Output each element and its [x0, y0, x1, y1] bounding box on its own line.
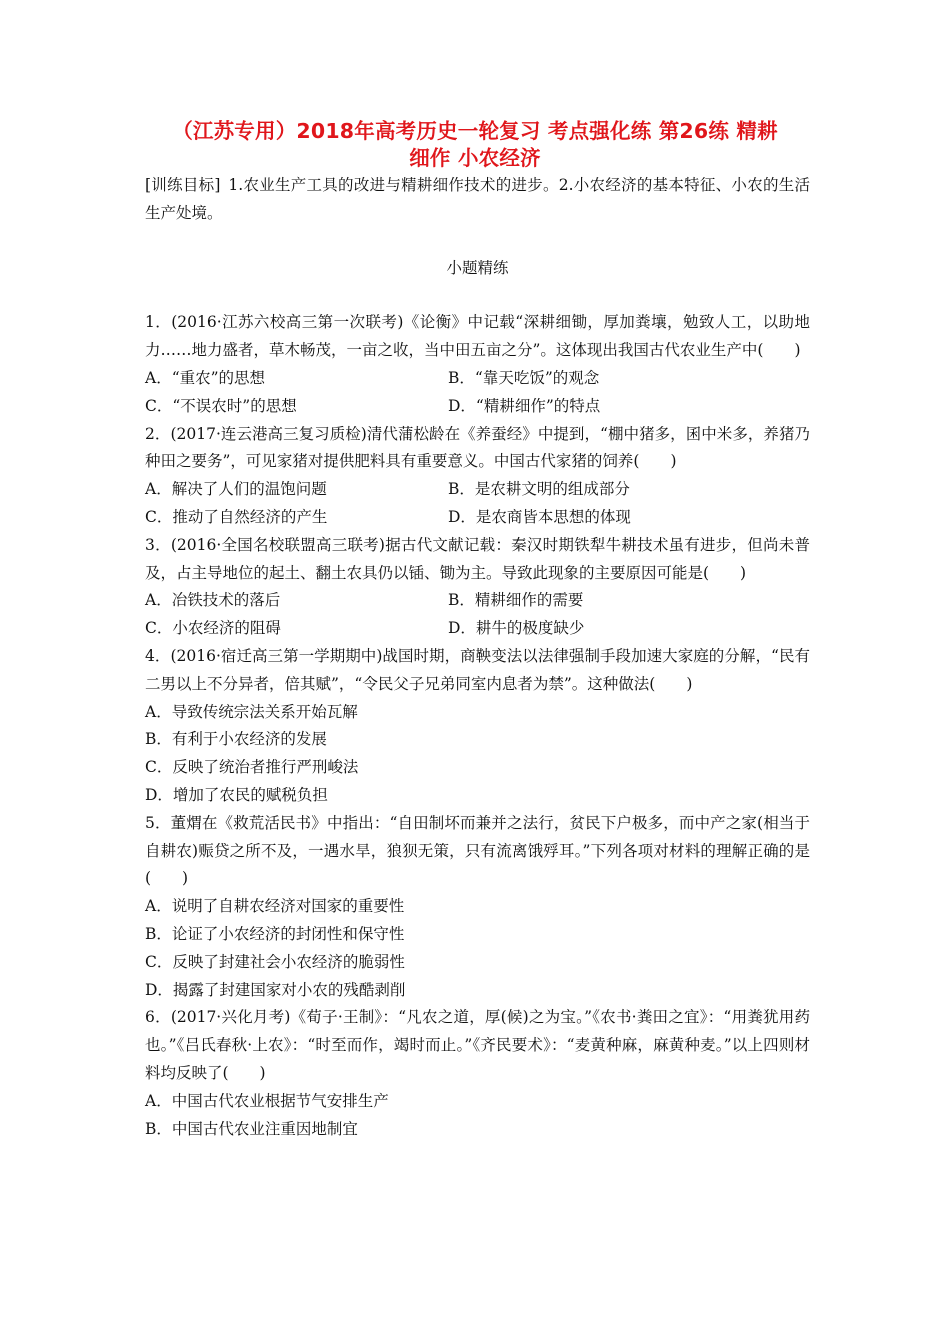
question-2 — [145, 421, 810, 532]
option-a: A．“重农”的思想 — [145, 368, 266, 387]
question-5 — [145, 810, 810, 1005]
option-c: C．反映了统治者推行严刑峻法 — [145, 758, 359, 777]
option-b: B．是农耕文明的组成部分 — [448, 480, 630, 499]
option-row — [145, 504, 810, 532]
option-a: A．冶铁技术的落后 — [145, 591, 281, 610]
option-row — [145, 476, 810, 504]
option-d: D．耕牛的极度缺少 — [448, 619, 585, 638]
question-1 — [145, 309, 810, 420]
option-a: A．解决了人们的温饱问题 — [145, 480, 327, 499]
title-line-1: （江苏专用）2018年高考历史一轮复习 考点强化练 第26练 精耕 — [172, 119, 778, 143]
option-c: C．推动了自然经济的产生 — [145, 507, 328, 526]
question-stem: 3．(2016·全国名校联盟高三联考)据古代文献记载：秦汉时期铁犁牛耕技术虽有进步，但尚未普及，占主导地位的起土、翻土农具仍以锸、锄为主。导致此现象的主要原因可能是( ) — [145, 535, 810, 582]
training-goal — [145, 172, 810, 228]
option-row — [145, 615, 810, 643]
option-d: D．是农商皆本思想的体现 — [448, 507, 631, 526]
option-c: C．“不误农时”的思想 — [145, 396, 297, 415]
question-6 — [145, 1004, 810, 1143]
title-line-2: 细作 小农经济 — [409, 146, 541, 170]
question-stem: 4．(2016·宿迁高三第一学期期中)战国时期，商鞅变法以法律强制手段加速大家庭的分解，“民有二男以上不分异者，倍其赋”，“令民父子兄弟同室内息者为禁”。这种做法( ) — [145, 646, 810, 693]
question-stem: 1．(2016·江苏六校高三第一次联考)《论衡》中记载“深耕细锄，厚加粪壤，勉致人工，以助地力……地力盛者，草木畅茂，一亩之收，当中田五亩之分”。这体现出我国古代农业生产中( ) — [145, 313, 810, 360]
question-stem: 5．董煟在《救荒活民书》中指出：“自田制坏而兼并之法行，贫民下户极多，而中产之家(相当于自耕农)赈贷之所不及，一遇水旱，狼狈无策，只有流离饿殍耳。”下列各项对材料的理解正确的是( ) — [145, 813, 810, 888]
document-body — [145, 172, 810, 1143]
option-b: B．有利于小农经济的发展 — [145, 730, 327, 749]
option-a: A．中国古代农业根据节气安排生产 — [145, 1091, 389, 1110]
training-goal-text: 1.农业生产工具的改进与精耕细作技术的进步。2.小农经济的基本特征、小农的生活生产处境。 — [145, 176, 810, 222]
section-title: 小题精练 — [446, 258, 509, 277]
option-row — [145, 587, 810, 615]
option-b: B．论证了小农经济的封闭性和保守性 — [145, 924, 405, 943]
option-c: C．小农经济的阻碍 — [145, 619, 281, 638]
question-3 — [145, 532, 810, 643]
option-d: D．揭露了封建国家对小农的残酷剥削 — [145, 980, 406, 999]
option-a: A．说明了自耕农经济对国家的重要性 — [145, 897, 405, 916]
option-c: C．反映了封建社会小农经济的脆弱性 — [145, 952, 405, 971]
option-row — [145, 393, 810, 421]
option-a: A．导致传统宗法关系开始瓦解 — [145, 702, 358, 721]
option-b: B．精耕细作的需要 — [448, 591, 584, 610]
training-goal-label: [训练目标] — [145, 176, 221, 194]
question-stem: 2．(2017·连云港高三复习质检)清代蒲松龄在《养蚕经》中提到，“棚中猪多，囷中米多，养猪乃种田之要务”，可见家猪对提供肥料具有重要意义。中国古代家猪的饲养( ) — [145, 424, 810, 471]
question-stem: 6．(2017·兴化月考)《荀子·王制》：“凡农之道，厚(候)之为宝。”《农书·粪田之宜》：“用粪犹用药也。”《吕氏春秋·上农》：“时至而作，竭时而止。”《齐民要术》：“麦黄种麻，麻黄种麦。”以上四则材料均反映了( ) — [145, 1008, 810, 1082]
option-d: D．增加了农民的赋税负担 — [145, 785, 328, 804]
option-d: D．“精耕细作”的特点 — [448, 396, 601, 415]
document-title — [120, 118, 830, 172]
option-b: B．中国古代农业注重因地制宜 — [145, 1119, 358, 1138]
option-row — [145, 365, 810, 393]
question-4 — [145, 643, 810, 810]
option-b: B．“靠天吃饭”的观念 — [448, 368, 600, 387]
